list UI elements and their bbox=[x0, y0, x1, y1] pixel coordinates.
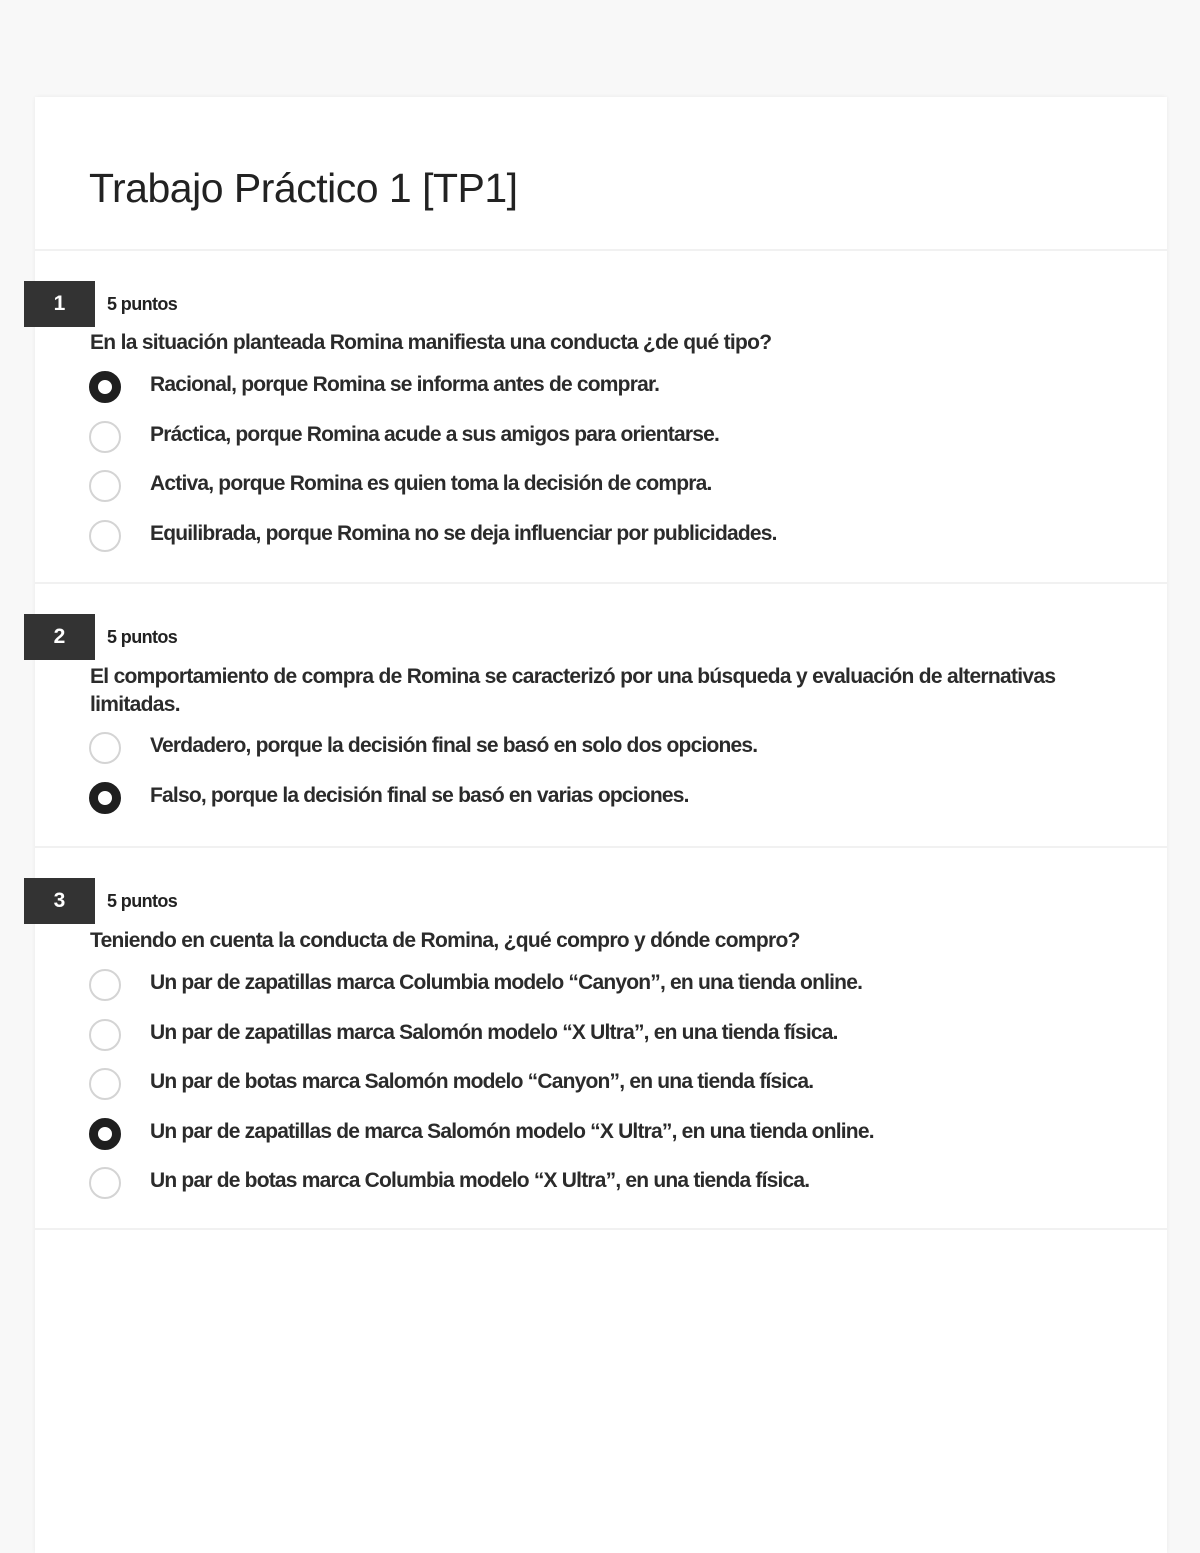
radio-button[interactable] bbox=[89, 470, 121, 502]
quiz-card bbox=[35, 97, 1167, 1553]
answer-option-label: Un par de zapatillas marca Salomón modelo “X Ultra”, en una tienda física. bbox=[150, 1020, 838, 1044]
answer-option-label: Falso, porque la decisión final se basó en varias opciones. bbox=[150, 783, 689, 807]
radio-button[interactable] bbox=[89, 732, 121, 764]
question-points: 5 puntos bbox=[107, 627, 178, 647]
radio-button[interactable] bbox=[89, 782, 121, 814]
answer-option[interactable] bbox=[89, 1118, 1149, 1168]
radio-button[interactable] bbox=[89, 1019, 121, 1051]
answer-option-label: Activa, porque Romina es quien toma la decisión de compra. bbox=[150, 472, 712, 495]
radio-button[interactable] bbox=[89, 1068, 121, 1100]
answer-option[interactable] bbox=[89, 1019, 1149, 1069]
answer-option[interactable] bbox=[89, 1167, 1149, 1217]
answer-options bbox=[89, 732, 1149, 831]
answer-option-label: Verdadero, porque la decisión final se basó en solo dos opciones. bbox=[150, 734, 758, 757]
radio-button[interactable] bbox=[89, 421, 121, 453]
question-number-badge: 3 bbox=[24, 878, 95, 924]
answer-option-label: Práctica, porque Romina acude a sus amigos para orientarse. bbox=[150, 422, 720, 446]
radio-button[interactable] bbox=[89, 1167, 121, 1199]
radio-button[interactable] bbox=[89, 969, 121, 1001]
question-text: Teniendo en cuenta la conducta de Romina, ¿qué compro y dónde compro? bbox=[90, 929, 800, 952]
question-points: 5 puntos bbox=[107, 294, 178, 314]
answer-option[interactable] bbox=[89, 969, 1149, 1019]
answer-option-label: Un par de zapatillas marca Columbia modelo “Canyon”, en una tienda online. bbox=[150, 971, 863, 994]
answer-option[interactable] bbox=[89, 421, 1149, 471]
question-2 bbox=[35, 584, 1167, 848]
question-number-badge: 2 bbox=[24, 614, 95, 660]
quiz-header bbox=[35, 97, 1167, 251]
answer-option-label: Racional, porque Romina se informa antes de comprar. bbox=[150, 373, 660, 396]
answer-option[interactable] bbox=[89, 782, 1149, 832]
radio-button[interactable] bbox=[89, 371, 121, 403]
answer-option[interactable] bbox=[89, 371, 1149, 421]
question-1 bbox=[35, 251, 1167, 584]
answer-option[interactable] bbox=[89, 1068, 1149, 1118]
question-3 bbox=[35, 848, 1167, 1230]
radio-button[interactable] bbox=[89, 1118, 121, 1150]
answer-option[interactable] bbox=[89, 520, 1149, 570]
answer-option-label: Equilibrada, porque Romina no se deja influenciar por publicidades. bbox=[150, 521, 777, 545]
question-text: El comportamiento de compra de Romina se caracterizó por una búsqueda y evaluación de alternativas limitadas. bbox=[90, 665, 1056, 716]
answer-option[interactable] bbox=[89, 470, 1149, 520]
answer-options bbox=[89, 969, 1149, 1217]
radio-button[interactable] bbox=[89, 520, 121, 552]
answer-options bbox=[89, 371, 1149, 569]
question-number-badge: 1 bbox=[24, 281, 95, 327]
answer-option-label: Un par de zapatillas de marca Salomón modelo “X Ultra”, en una tienda online. bbox=[150, 1119, 874, 1143]
question-text: En la situación planteada Romina manifiesta una conducta ¿de qué tipo? bbox=[90, 331, 772, 354]
answer-option-label: Un par de botas marca Salomón modelo “Canyon”, en una tienda física. bbox=[150, 1070, 814, 1093]
question-points: 5 puntos bbox=[107, 891, 178, 911]
answer-option-label: Un par de botas marca Columbia modelo “X Ultra”, en una tienda física. bbox=[150, 1169, 810, 1192]
answer-option[interactable] bbox=[89, 732, 1149, 782]
quiz-title: Trabajo Práctico 1 [TP1] bbox=[89, 165, 518, 211]
